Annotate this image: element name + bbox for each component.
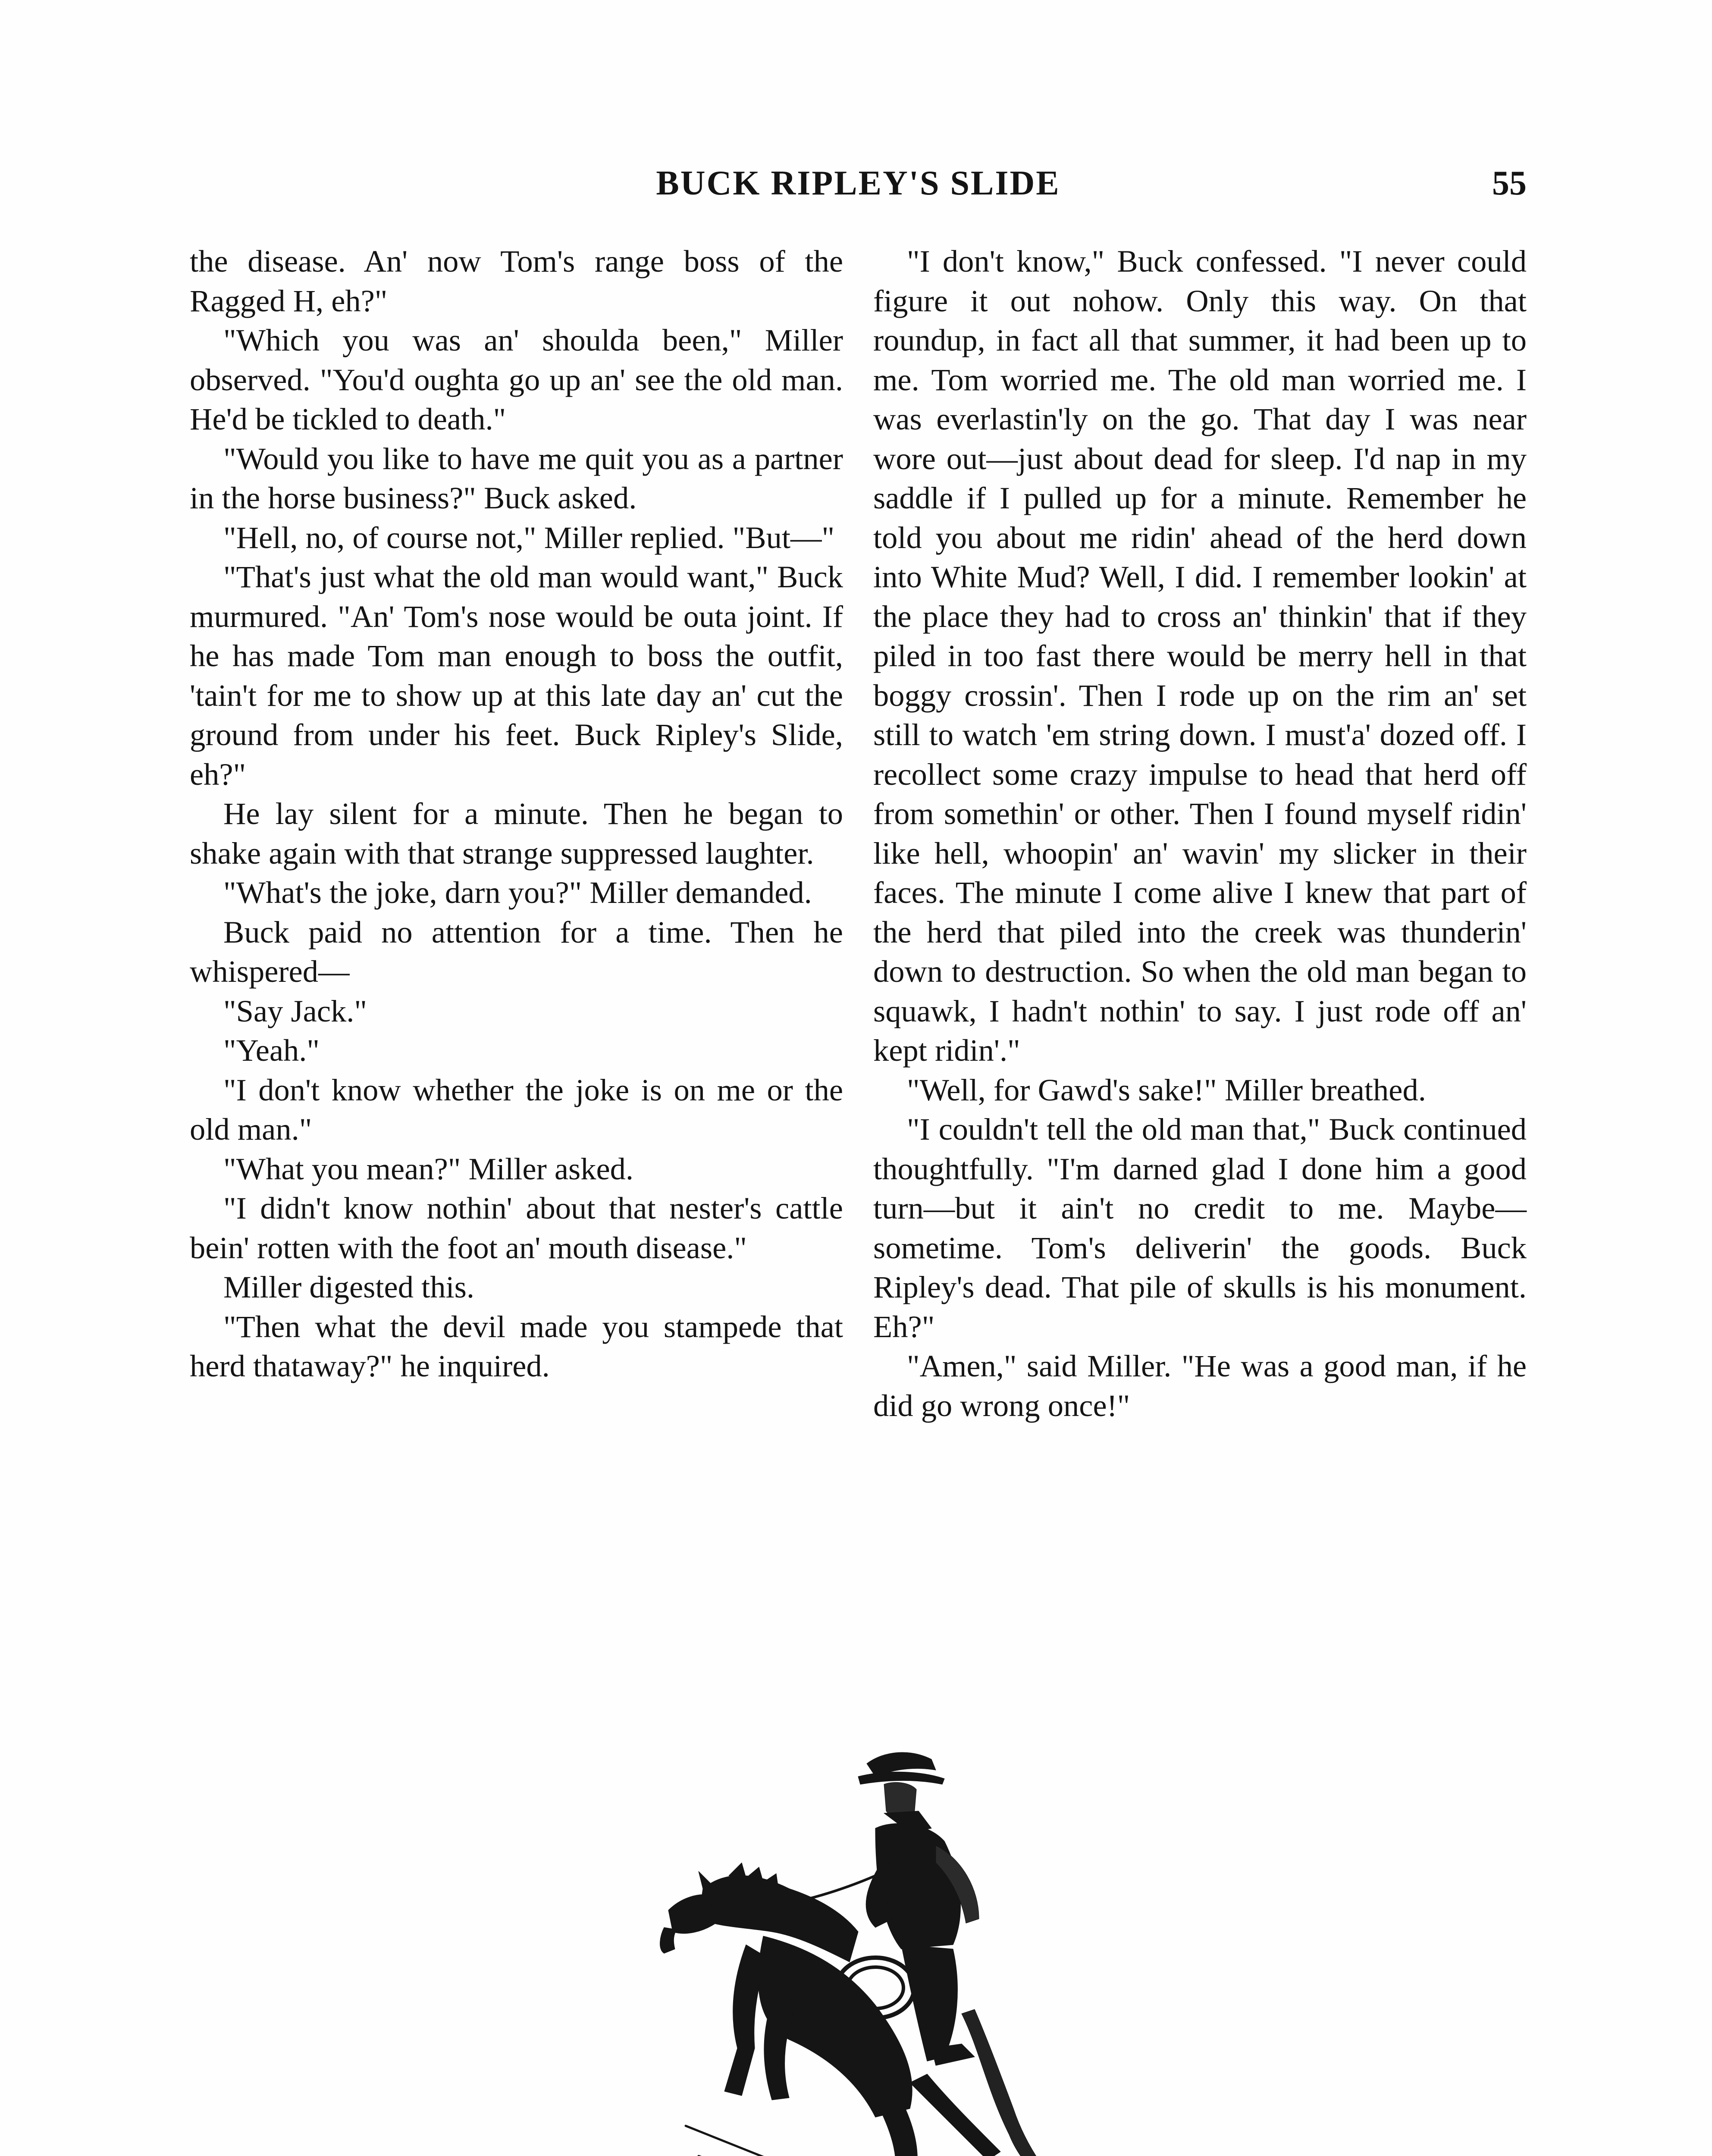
paragraph: Buck paid no attention for a time. Then he whispered— [190,914,843,989]
page-number: 55 [1492,164,1527,202]
paragraph: "I don't know," Buck confessed. "I never could figure it out nohow. Only this way. On that roundup, in fact all that summer, it had been up to me. Tom worried me. The old man worried me. I was everlastin'ly on the go. That day I was near wore out—just about dead for sleep. I'd nap in my saddle if I pulled up for a minute. Remember he told you about me ridin' ahead of the herd down into White Mud? Well, I did. I remember lookin' at the place they had to cross an' thinkin' that if they piled in too fast there would be merry hell in that boggy crossin'. Then I rode up on the rim an' set still to watch 'em string down. I must'a' dozed off. I recollect some crazy impulse to head that herd off from somethin' or other. Then I found myself ridin' like hell, whoopin' an' wavin' my slicker in their faces. The minute I come alive I knew that part of the herd that piled into the creek was thunderin' down to destruction. So when the old man began to squawk, I hadn't nothin' to say. I just rode off an' kept ridin'." [873,244,1527,1068]
paragraph: "Yeah." [223,1033,320,1068]
paragraph: "Say Jack." [223,993,367,1028]
paragraph: He lay silent for a minute. Then he began to shake again with that strange suppressed laughter. [190,796,843,871]
running-title: BUCK RIPLEY'S SLIDE [656,164,1060,202]
paragraph: "I couldn't tell the old man that," Buck continued thoughtfully. "I'm darned glad I done him a good turn—but it ain't no credit to me. Maybe—sometime. Tom's deliverin' the goods. Buck Ripley's dead. That pile of skulls is his monument. Eh?" [873,1112,1527,1344]
paragraph: "Then what the devil made you stampede that herd thataway?" he inquired. [190,1309,843,1383]
paragraph: "I don't know whether the joke is on me or the old man." [190,1072,843,1147]
paragraph: "Well, for Gawd's sake!" Miller breathed. [907,1072,1426,1107]
paragraph: "Hell, no, of course not," Miller replied. "But—" [223,520,835,555]
paragraph: "Would you like to have me quit you as a partner in the horse business?" Buck asked. [190,441,843,515]
paragraph: "What's the joke, darn you?" Miller demanded. [223,875,812,910]
paragraph: "That's just what the old man would want," Buck murmured. "An' Tom's nose would be outa joint. If he has made Tom man enough to boss the outfit, 'tain't for me to show up at this late day an' cut the ground from under his feet. Buck Ripley's Slide, eh?" [190,559,843,792]
paragraph: the disease. An' now Tom's range boss of the Ragged H, eh?" [190,244,843,318]
paragraph: "What you mean?" Miller asked. [223,1151,634,1186]
paragraph: "I didn't know nothin' about that nester's cattle bein' rotten with the foot an' mouth disease." [190,1191,843,1265]
paragraph: "Which you was an' shoulda been," Miller observed. "You'd oughta go up an' see the old man. He'd be tickled to death." [190,323,843,436]
cowboy-on-horse-illustration [634,1746,1108,2156]
paragraph: Miller digested this. [223,1269,474,1304]
paragraph: "Amen," said Miller. "He was a good man, if he did go wrong once!" [873,1348,1527,1423]
page-header [190,160,1527,207]
horse-rider-drawing [634,1746,1108,2156]
right-text-column [873,241,1527,1425]
left-text-column [190,241,843,1386]
